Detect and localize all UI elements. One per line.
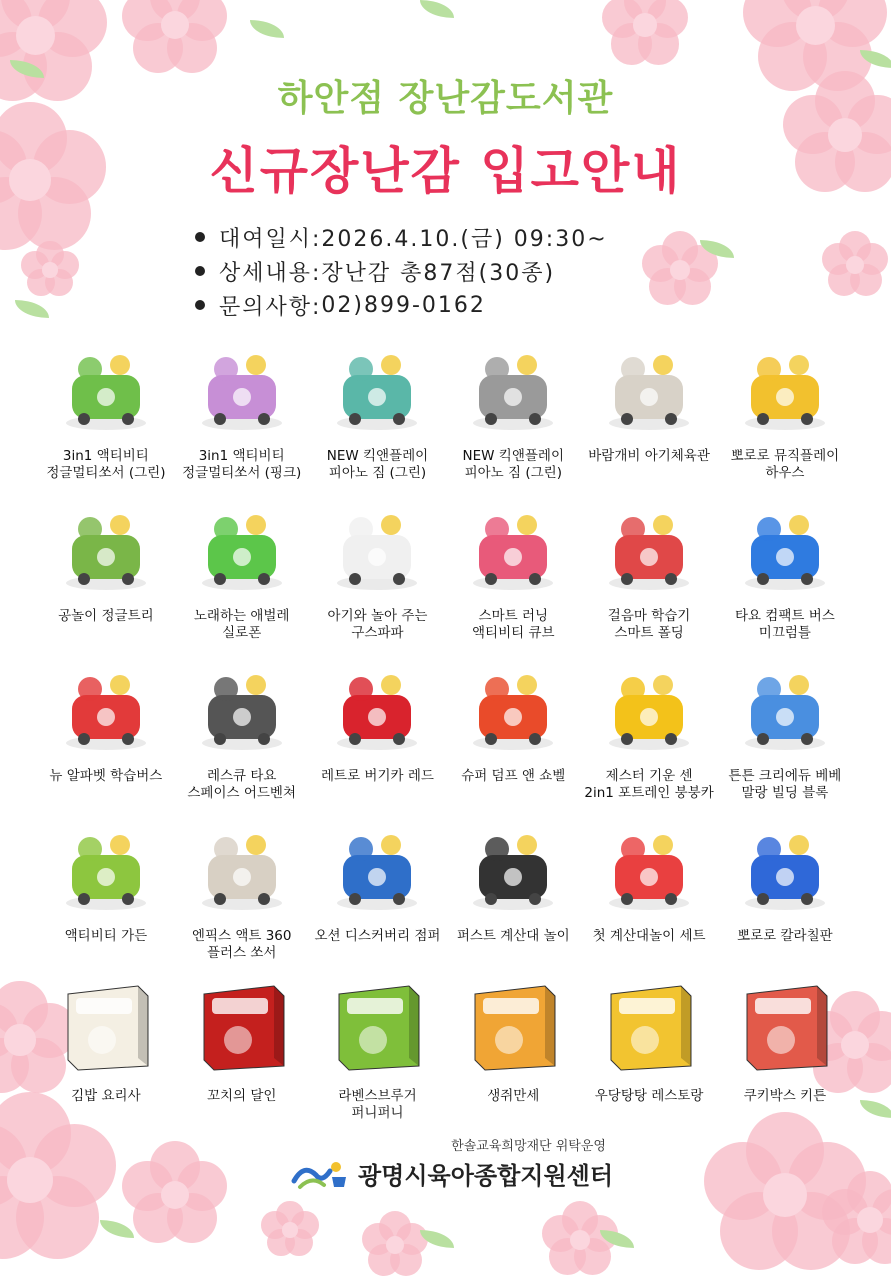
toy-item (717, 336, 853, 496)
info-label: 대여일시: (219, 226, 322, 252)
toy-item (445, 496, 581, 656)
bullet-icon (195, 266, 205, 276)
saucer-icon (187, 816, 297, 916)
board-game-skewer-icon (187, 976, 297, 1076)
walker-icon (594, 496, 704, 596)
toy-name: 오션 디스커버리 점퍼 (314, 928, 441, 944)
alphabet-bus-icon (51, 656, 161, 756)
rescue-tayo-icon (187, 656, 297, 756)
dump-truck-icon (458, 656, 568, 756)
toy-name: 쿠키박스 키튼 (743, 1088, 827, 1104)
toy-name: 아기와 놀아 주는 구스파파 (327, 608, 428, 641)
piano-gym-icon (322, 336, 432, 436)
center-logo-icon (290, 1157, 352, 1191)
toy-item (174, 976, 310, 1136)
board-game-funny-icon (322, 976, 432, 1076)
toy-item (717, 976, 853, 1136)
activity-cube-icon (458, 496, 568, 596)
flower-icon (600, 0, 690, 70)
toy-name: 바람개비 아기체육관 (588, 448, 710, 464)
toy-name: 뽀로로 뮤직플레이 하우스 (730, 448, 840, 481)
toy-name: 뉴 알파벳 학습버스 (49, 768, 163, 784)
info-value: 02)899-0162 (321, 292, 486, 318)
page-title: 신규장난감 입고안내 (209, 142, 682, 200)
toy-item (310, 336, 446, 496)
toy-item (38, 496, 174, 656)
toy-name: 우당탕탕 레스토랑 (594, 1088, 704, 1104)
toy-item (310, 816, 446, 976)
toy-name: 스마트 러닝 액티비티 큐브 (472, 608, 555, 641)
baby-gym-icon (594, 336, 704, 436)
org-subtitle: 한솔교육희망재단 위탁운영 (451, 1139, 606, 1154)
bullet-icon (195, 300, 205, 310)
toy-name: 제스터 기운 센 2in1 포트레인 붕붕카 (584, 768, 714, 801)
goose-toy-icon (322, 496, 432, 596)
flower-icon (120, 1140, 230, 1250)
drawing-board-icon (730, 816, 840, 916)
toy-item (717, 496, 853, 656)
toy-grid (38, 336, 853, 1136)
toy-name: 퍼스트 계산대 놀이 (456, 928, 570, 944)
toy-name: 레스큐 타요 스페이스 어드벤쳐 (187, 768, 296, 801)
toy-name: 꼬치의 달인 (206, 1088, 277, 1104)
activity-garden-icon (51, 816, 161, 916)
bullet-icon (195, 232, 205, 242)
info-value: 2026.4.10.(금) 09:30~ (321, 226, 608, 252)
info-label: 문의사항: (219, 294, 322, 320)
flower-icon (820, 230, 890, 300)
exersaucer-green-icon (51, 336, 161, 436)
footer (290, 1135, 620, 1191)
toy-item (581, 496, 717, 656)
toy-name: 노래하는 애벌레 실로폰 (193, 608, 290, 641)
toy-item (445, 336, 581, 496)
info-value: 장난감 총87점(30종) (321, 260, 556, 286)
page-subtitle: 하안점 장난감도서관 (277, 78, 614, 119)
toy-name: NEW 킥앤플레이 피아노 짐 (그린) (326, 448, 429, 481)
toy-item (581, 976, 717, 1136)
info-details (195, 254, 608, 288)
toy-item (38, 336, 174, 496)
flower-icon (260, 1200, 320, 1260)
toy-item (174, 496, 310, 656)
toy-name: 3in1 액티비티 정글멀티쏘서 (그린) (46, 448, 166, 481)
board-game-gimbap-icon (51, 976, 161, 1076)
toy-item (581, 336, 717, 496)
info-label: 상세내용: (219, 260, 322, 286)
toy-item (174, 656, 310, 816)
toy-item (445, 656, 581, 816)
board-game-cookie-icon (730, 976, 840, 1076)
register-set-icon (594, 816, 704, 916)
caterpillar-xylophone-icon (187, 496, 297, 596)
play-house-icon (730, 336, 840, 436)
flower-icon (20, 240, 80, 300)
board-game-mouse-icon (458, 976, 568, 1076)
toy-item (445, 976, 581, 1136)
toy-item (581, 816, 717, 976)
leaf-icon (250, 20, 284, 38)
leaf-icon (420, 0, 454, 18)
toy-item (581, 656, 717, 816)
header (0, 70, 891, 203)
toy-name: 생쥐만세 (487, 1088, 540, 1104)
toy-name: 3in1 액티비티 정글멀티쏘서 (핑크) (182, 448, 302, 481)
cash-register-icon (458, 816, 568, 916)
toy-item (174, 336, 310, 496)
toy-item (38, 976, 174, 1136)
building-blocks-icon (730, 656, 840, 756)
flower-icon (360, 1210, 430, 1280)
toy-item (174, 816, 310, 976)
toy-name: NEW 킥앤플레이 피아노 짐 (그린) (462, 448, 565, 481)
buggy-car-icon (322, 656, 432, 756)
toy-item (310, 496, 446, 656)
toy-name: 라벤스브루거 퍼니퍼니 (338, 1088, 417, 1121)
toy-name: 타요 컴팩트 버스 미끄럼틀 (734, 608, 835, 641)
leaf-icon (15, 300, 49, 318)
toy-name: 액티비티 가든 (64, 928, 148, 944)
toy-item (38, 656, 174, 816)
jumper-icon (322, 816, 432, 916)
toy-name: 레트로 버기카 레드 (321, 768, 434, 784)
toy-name: 첫 계산대놀이 세트 (592, 928, 706, 944)
toy-name: 뽀로로 칼라칠판 (737, 928, 833, 944)
baby-seat-icon (458, 336, 568, 436)
toy-name: 튼튼 크리에듀 베베 말랑 빌딩 블록 (728, 768, 842, 801)
org-name: 광명시육아종합지원센터 (358, 1162, 614, 1190)
toy-item (310, 976, 446, 1136)
info-contact (195, 288, 608, 322)
bus-slide-icon (730, 496, 840, 596)
toy-name: 김밥 요리사 (71, 1088, 141, 1104)
toy-name: 공놀이 정글트리 (58, 608, 154, 624)
toy-item (717, 816, 853, 976)
exersaucer-pink-icon (187, 336, 297, 436)
toy-name: 엔픽스 액트 360 플러스 쏘서 (191, 928, 292, 961)
toy-name: 슈퍼 덤프 앤 쇼벨 (461, 768, 566, 784)
info-list (195, 220, 608, 322)
toy-item (38, 816, 174, 976)
toy-item (310, 656, 446, 816)
excavator-ride-icon (594, 656, 704, 756)
flower-icon (120, 0, 230, 80)
info-rental-date (195, 220, 608, 254)
ball-tree-icon (51, 496, 161, 596)
leaf-icon (860, 1100, 891, 1118)
toy-item (445, 816, 581, 976)
toy-name: 걸음마 학습기 스마트 폴딩 (607, 608, 691, 641)
board-game-restaurant-icon (594, 976, 704, 1076)
toy-item (717, 656, 853, 816)
